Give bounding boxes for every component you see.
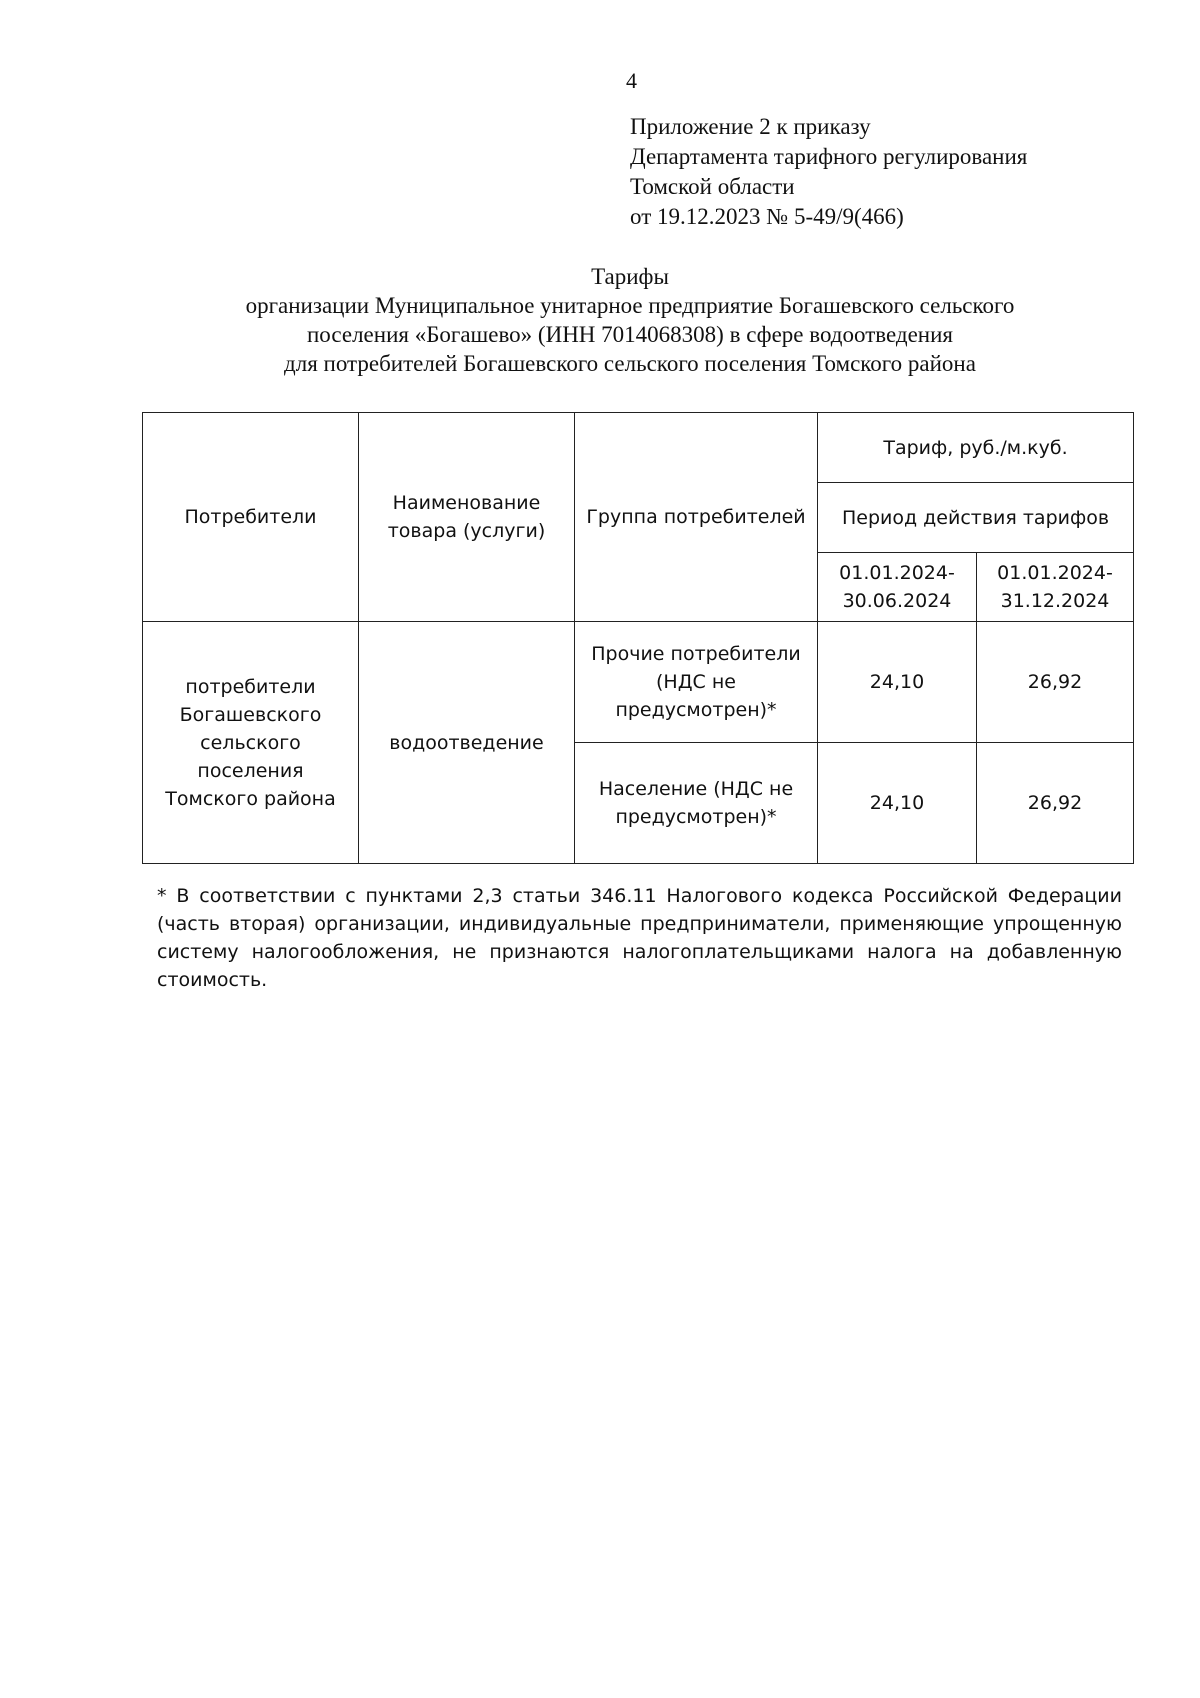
header-period-1: 01.01.2024-30.06.2024: [818, 553, 977, 622]
table-row: [143, 622, 1134, 743]
header-tariff-unit: Тариф, руб./м.куб.: [818, 413, 1134, 483]
cell-tariff-value: 26,92: [977, 743, 1134, 864]
header-period-2: 01.01.2024-31.12.2024: [977, 553, 1134, 622]
cell-tariff-value: 24,10: [818, 622, 977, 743]
header-service-name: Наименование товара (услуги): [359, 413, 575, 622]
table-header-row: [143, 413, 1134, 483]
tariff-table: [142, 412, 1134, 864]
cell-service: водоотведение: [359, 622, 575, 864]
header-period: Период действия тарифов: [818, 483, 1134, 553]
document-title: [0, 262, 1200, 378]
cell-group: Прочие потребители (НДС не предусмотрен)*: [575, 622, 818, 743]
appendix-reference: [630, 112, 1027, 232]
cell-consumers: потребители Богашевского сельского поселения Томского района: [143, 622, 359, 864]
footnote: * В соответствии с пунктами 2,3 статьи 346.11 Налогового кодекса Российской Федерации (часть вторая) организации, индивидуальные предприниматели, применяющие упрощенную систему налогообложения, не признаются налогоплательщиками налога на добавленную стоимость.: [157, 885, 1122, 991]
header-consumers: Потребители: [143, 413, 359, 622]
cell-tariff-value: 26,92: [977, 622, 1134, 743]
appendix-line: Приложение 2 к приказу: [630, 114, 871, 139]
cell-tariff-value: 24,10: [818, 743, 977, 864]
page-number: 4: [626, 68, 637, 93]
appendix-line: Томской области: [630, 174, 795, 199]
appendix-line: от 19.12.2023 № 5-49/9(466): [630, 204, 904, 229]
title-line: организации Муниципальное унитарное предприятие Богашевского сельского: [245, 293, 1015, 318]
appendix-line: Департамента тарифного регулирования: [630, 144, 1028, 169]
title-line: Тарифы: [591, 264, 669, 289]
title-line: для потребителей Богашевского сельского поселения Томского района: [284, 351, 976, 376]
title-line: поселения «Богашево» (ИНН 7014068308) в сфере водоотведения: [307, 322, 953, 347]
header-consumer-group: Группа потребителей: [575, 413, 818, 622]
cell-group: Население (НДС не предусмотрен)*: [575, 743, 818, 864]
